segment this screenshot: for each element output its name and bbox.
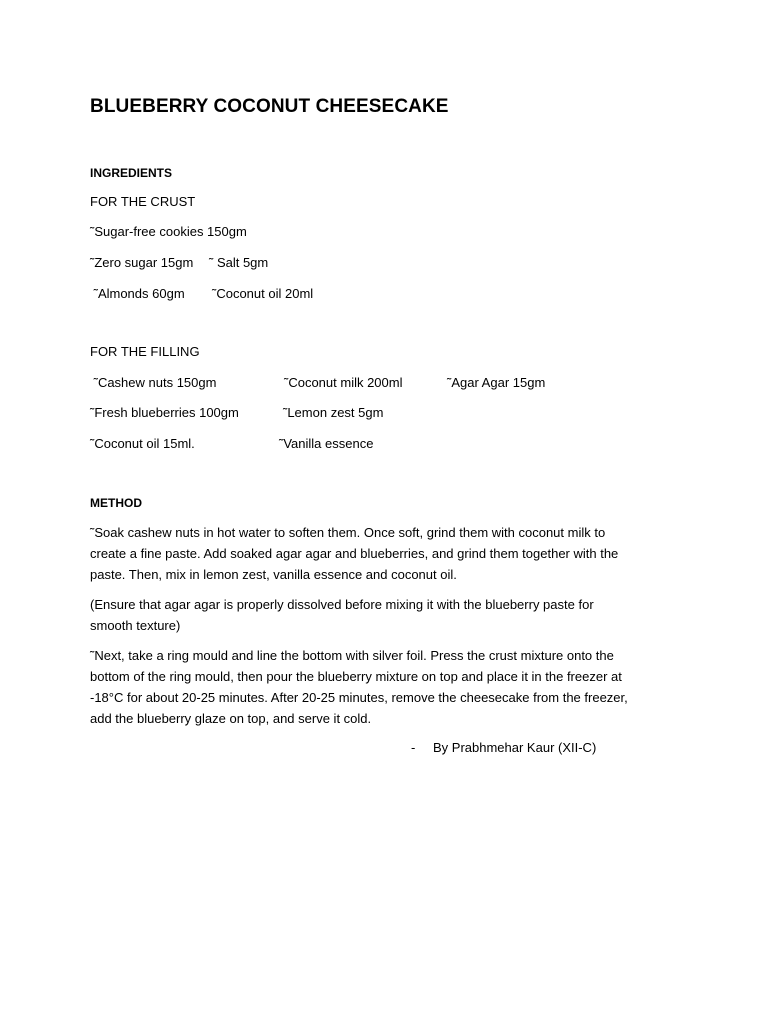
method-line: (Ensure that agar agar is properly dissolved before mixing it with the blueberry paste for [90, 597, 594, 612]
method-line: smooth texture) [90, 618, 181, 633]
filling-item: ˜Lemon zest 5gm [283, 405, 384, 420]
filling-item: ˜Agar Agar 15gm [447, 375, 546, 390]
filling-heading: FOR THE FILLING [90, 344, 200, 359]
method-line: ˜Soak cashew nuts in hot water to soften them. Once soft, grind them with coconut milk to [90, 525, 606, 540]
filling-item: ˜Coconut milk 200ml [284, 375, 403, 390]
filling-item: ˜Cashew nuts 150gm [90, 375, 217, 390]
method-paragraph [90, 522, 680, 585]
page-title: BLUEBERRY COCONUT CHEESECAKE [90, 96, 449, 117]
crust-item: ˜Sugar-free cookies 150gm [90, 224, 247, 239]
method-line: bottom of the ring mould, then pour the blueberry mixture on top and place it in the freezer at [90, 669, 622, 684]
ingredients-heading: INGREDIENTS [90, 166, 173, 180]
byline: By Prabhmehar Kaur (XII-C) [433, 740, 597, 755]
method-heading: METHOD [90, 496, 142, 510]
method-line: ˜Next, take a ring mould and line the bottom with silver foil. Press the crust mixture onto the [90, 648, 614, 663]
crust-item: ˜ Salt 5gm [209, 255, 269, 270]
filling-item: ˜Vanilla essence [279, 436, 374, 451]
method-line: -18°C for about 20-25 minutes. After 20-25 minutes, remove the cheesecake from the freezer, [90, 690, 628, 705]
crust-item: ˜Zero sugar 15gm [90, 255, 194, 270]
method-line: paste. Then, mix in lemon zest, vanilla essence and coconut oil. [90, 567, 457, 582]
method-paragraph [90, 645, 680, 729]
method-line: create a fine paste. Add soaked agar agar and blueberries, and grind them together with the [90, 546, 619, 561]
crust-heading: FOR THE CRUST [90, 194, 196, 209]
crust-item: ˜Coconut oil 20ml [212, 286, 314, 301]
filling-item: ˜Coconut oil 15ml. [90, 436, 195, 451]
crust-item: ˜Almonds 60gm [90, 286, 185, 301]
filling-item: ˜Fresh blueberries 100gm [90, 405, 239, 420]
method-line: add the blueberry glaze on top, and serve it cold. [90, 711, 372, 726]
method-note [90, 594, 680, 636]
byline-dash: - [411, 740, 416, 755]
